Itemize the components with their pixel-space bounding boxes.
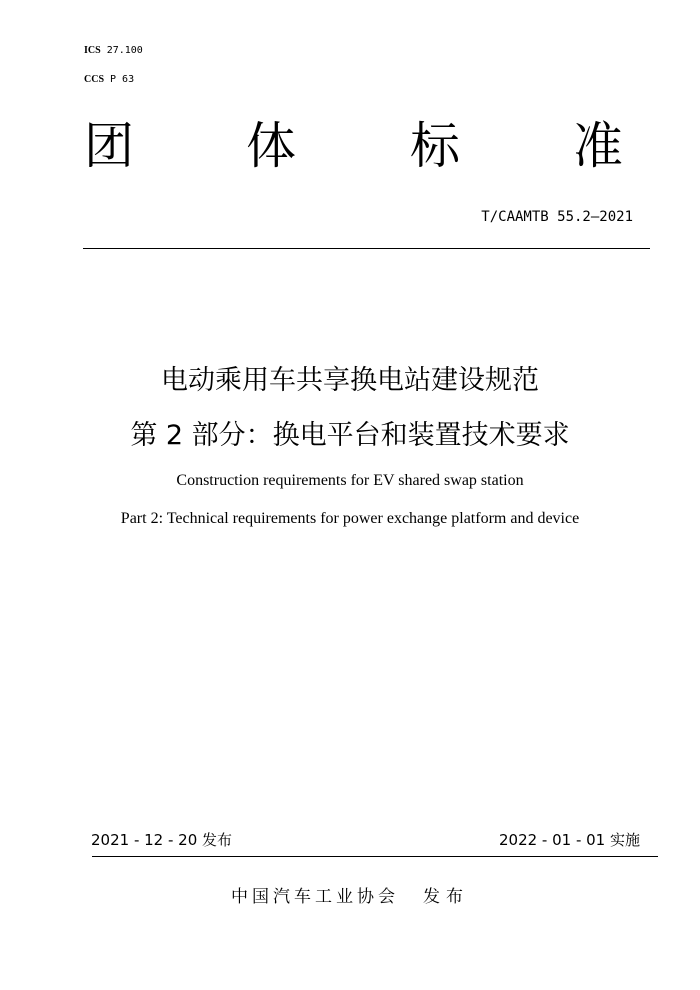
ccs-value: P 63 <box>110 74 135 85</box>
title-english-line-2: Part 2: Technical requirements for power exchange platform and device <box>120 510 580 527</box>
ccs-label: CCS <box>84 74 105 85</box>
ics-value: 27.100 <box>106 45 143 56</box>
title-chinese-line-1: 电动乘用车共享换电站建设规范 <box>161 365 539 396</box>
ics-label: ICS <box>84 45 101 56</box>
publish-date: 2021 - 12 - 20 发布 <box>91 831 233 849</box>
bottom-divider <box>92 856 658 857</box>
publisher-organization: 中国汽车工业协会 <box>231 887 399 907</box>
publisher-line <box>0 886 700 908</box>
standard-type-char: 准 <box>573 117 623 175</box>
standard-type-char: 团 <box>84 117 134 175</box>
standard-type-char: 体 <box>246 117 296 175</box>
top-divider <box>83 248 650 249</box>
title-chinese-line-2: 第 2 部分：换电平台和装置技术要求 <box>130 420 570 451</box>
document-code: T/CAAMTB 55.2—2021 <box>481 209 633 225</box>
ccs-classification <box>84 74 134 86</box>
title-english-line-1: Construction requirements for EV shared swap station <box>176 472 524 489</box>
standard-type-char: 标 <box>410 117 460 175</box>
implementation-date: 2022 - 01 - 01 实施 <box>498 831 640 849</box>
ics-classification <box>84 45 143 57</box>
publisher-action: 发布 <box>423 887 469 907</box>
